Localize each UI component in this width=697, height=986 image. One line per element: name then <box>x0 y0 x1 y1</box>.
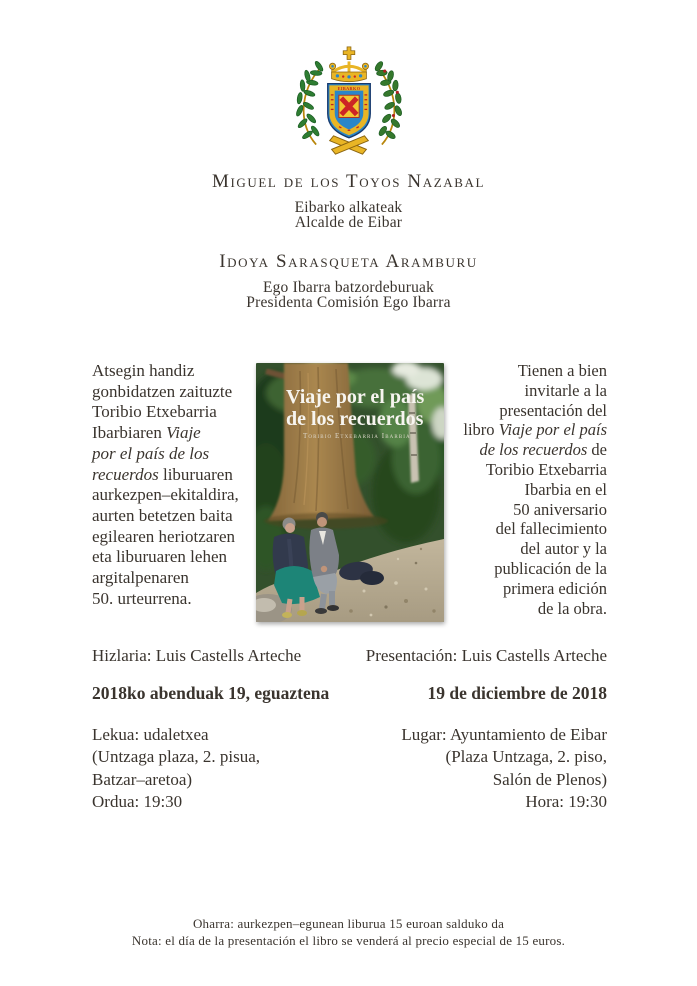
note-spanish: Nota: el día de la presentación el libro se venderá al precio especial de 15 euros. <box>131 932 566 948</box>
speaker-line: Hizlaria: Luis Castells Arteche <box>92 646 302 665</box>
signatory-role-eu: Ego Ibarra batzordeburuak <box>262 279 435 296</box>
invitation-text-spanish: Tienen a bien invitarle a la presentación del libro Viaje por el país de los recuerdos de Toribio Etxebarria Ibarbia en el 50 aniversario del fallecimiento del autor y la publicación de la primera edición de la obra. <box>463 361 607 618</box>
event-location-spanish: Lugar: Ayuntamiento de Eibar (Plaza Untzaga, 2. piso, Salón de Plenos) Hora: 19:30 <box>401 725 607 811</box>
ribbon-icon <box>329 136 368 154</box>
signatory-roles-2 <box>0 281 697 310</box>
event-location-basque: Lekua: udaletxea (Untzaga plaza, 2. pisua, Batzar–aretoa) Ordua: 19:30 <box>92 725 261 811</box>
signatory-role-es: Alcalde de Eibar <box>294 213 403 231</box>
eibar-coat-of-arms-icon <box>291 42 407 167</box>
shield-icon <box>327 84 370 138</box>
signatory-role-es: Presidenta Comisión Ego Ibarra <box>246 293 451 311</box>
invitation-text-basque: Atsegin handiz gonbidatzen zaituzte Toribio Etxebarria Ibarbiaren Viaje por el país de los recuerdos liburuaren aurkezpen–ekitaldira, aurten betetzen baita egilearen heriotzaren eta liburuaren lehen argitalpenaren 50. urteurrena. <box>92 361 239 608</box>
footer-notes <box>0 916 697 950</box>
laurel-branch-icon <box>295 60 324 140</box>
presenter-line: Presentación: Luis Castells Arteche <box>365 646 607 665</box>
cover-author: Toribio Etxebarria Ibarbia <box>303 432 411 440</box>
signatory-name-2: Idoya Sarasqueta Aramburu <box>219 251 478 272</box>
crown-icon <box>329 47 368 82</box>
cover-title-line-1: Viaje por el país <box>286 386 425 408</box>
event-date-basque: 2018ko abenduak 19, eguaztena <box>92 683 330 703</box>
event-details-basque <box>92 645 329 813</box>
event-date-spanish: 19 de diciembre de 2018 <box>427 683 607 703</box>
signatory-role-eu: Eibarko alkateak <box>294 199 403 216</box>
cover-title-line-2: de los recuerdos <box>286 408 424 430</box>
event-details-spanish <box>366 645 607 813</box>
signatory-roles-1 <box>0 201 697 230</box>
signatory-name-1: Miguel de los Toyos Nazabal <box>211 171 486 192</box>
book-cover-image <box>256 363 444 622</box>
oak-branch-icon <box>373 60 402 140</box>
shield-band-text: EIBARKO <box>337 86 360 92</box>
note-basque: Oharra: aurkezpen–egunean liburua 15 euroan salduko da <box>192 916 505 931</box>
